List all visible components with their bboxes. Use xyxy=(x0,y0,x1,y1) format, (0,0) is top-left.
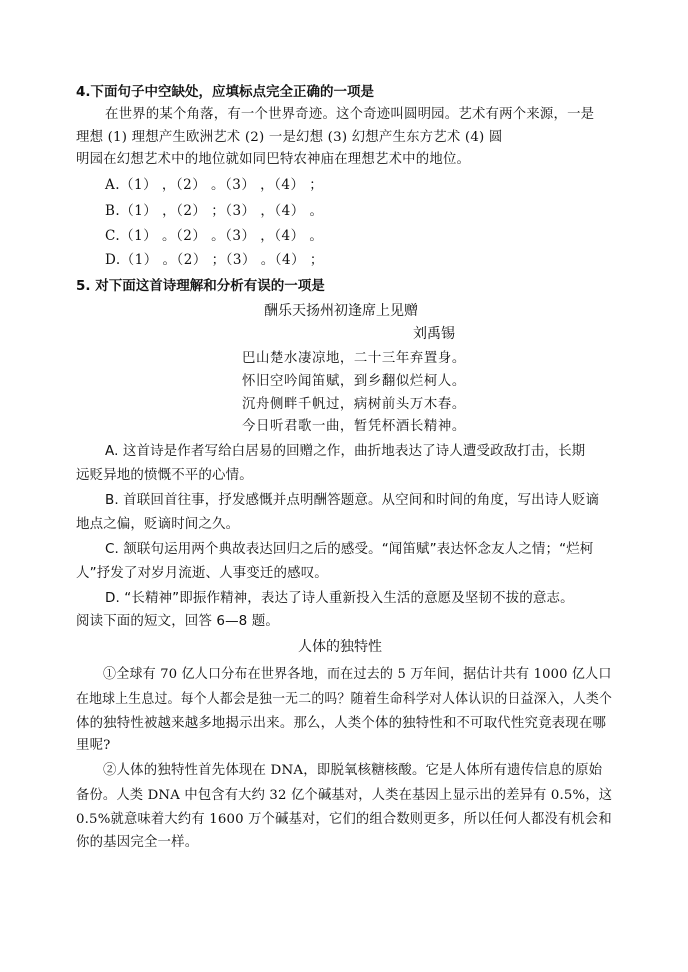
poem-line-4: 今日听君歌一曲，暂凭杯酒长精神。 xyxy=(242,419,466,434)
question-4-option-a: A.（1） ，（2） 。（3） ，（4） ； xyxy=(105,177,324,193)
reading-paragraph-2-line-2: 备份。人类 DNA 中包含有大约 32 亿个碱基对，人类在基因上显示出的差异有 0.5%，这 xyxy=(76,788,613,803)
reading-intro: 阅读下面的短文，回答 6—8 题。 xyxy=(76,613,279,629)
poem-title: 酬乐天扬州初逢席上见赠 xyxy=(264,303,418,319)
question-5-stem: 5. 对下面这首诗理解和分析有误的一项是 xyxy=(76,278,325,294)
reading-title: 人体的独特性 xyxy=(298,639,382,655)
question-5-option-b-line-2: 地点之偏，贬谪时间之久。 xyxy=(76,516,240,532)
question-5-option-c-line-2: 人”抒发了对岁月流逝、人事变迁的感叹。 xyxy=(76,565,328,581)
question-4-stem: 4.下面句子中空缺处，应填标点完全正确的一项是 xyxy=(76,84,375,100)
reading-paragraph-2-line-4: 你的基因完全一样。 xyxy=(76,835,199,850)
question-4-passage-line-3: 明园在幻想艺术中的地位就如同巴特农神庙在理想艺术中的地位。 xyxy=(76,152,471,167)
reading-paragraph-1-line-4: 里呢? xyxy=(76,738,111,753)
question-5-option-a-line-1: A. 这首诗是作者写给白居易的回赠之作，曲折地表达了诗人遭受政敌打击，长期 xyxy=(105,443,586,459)
reading-paragraph-1-line-3: 体的独特性被越来越多地揭示出来。那么，人类个体的独特性和不可取代性究竟表现在哪 xyxy=(76,716,607,731)
question-5-option-d: D. “长精神”即振作精神，表达了诗人重新投入生活的意愿及坚韧不拔的意志。 xyxy=(105,590,574,606)
reading-paragraph-1-line-2: 在地球上生息过。每个人都会是独一无二的吗？随着生命科学对人体认识的日益深入，人类个 xyxy=(76,692,613,707)
poem-line-1: 巴山楚水凄凉地，二十三年弃置身。 xyxy=(242,351,466,366)
question-5-option-c-line-1: C. 颔联句运用两个典故表达回归之后的感受。“闻笛赋”表达怀念友人之情；“烂柯 xyxy=(105,541,594,557)
question-5-option-a-line-2: 远贬异地的愤慨不平的心情。 xyxy=(76,467,253,483)
poem-line-2: 怀旧空吟闻笛赋，到乡翻似烂柯人。 xyxy=(242,374,466,389)
question-4-passage-line-2: 理想 (1) 理想产生欧洲艺术 (2) 一是幻想 (3) 幻想产生东方艺术 (4) 圆 xyxy=(76,130,503,145)
question-4-option-c: C.（1） 。（2） 。（3） ，（4） 。 xyxy=(105,228,324,244)
question-4-option-b: B.（1） ，（2） ；（3） ，（4） 。 xyxy=(105,203,324,219)
reading-paragraph-2-line-1: ②人体的独特性首先体现在 DNA，即脱氧核糖核酸。它是人体所有遗传信息的原始 xyxy=(103,763,603,778)
question-4-option-d: D.（1） 。（2） ；（3） 。（4） ； xyxy=(105,252,324,268)
reading-paragraph-1-line-1: ①全球有 70 亿人口分布在世界各地，而在过去的 5 万年间，据估计共有 1000 亿人口 xyxy=(103,667,612,682)
question-5-option-b-line-1: B. 首联回首往事，抒发感慨并点明酬答题意。从空间和时间的角度，写出诗人贬谪 xyxy=(105,492,600,508)
poem-line-3: 沉舟侧畔千帆过，病树前头万木春。 xyxy=(242,397,466,412)
question-4-passage-line-1: 在世界的某个角落，有一个世界奇迹。这个奇迹叫圆明园。艺术有两个来源，一是 xyxy=(105,107,595,122)
poem-author: 刘禹锡 xyxy=(413,326,455,342)
reading-paragraph-2-line-3: 0.5%就意味着大约有 1600 万个碱基对，它们的组合数则更多，所以任何人都没有机会和 xyxy=(76,812,612,827)
